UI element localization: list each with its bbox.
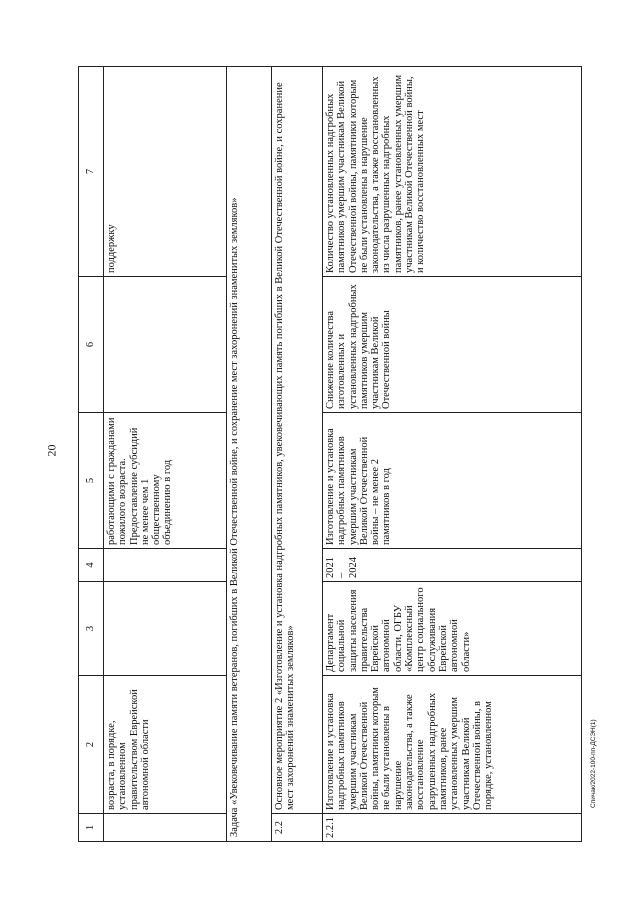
row-2-2-1-consequences: Снижение количества изготовленных и установленных надгробных памятников умершим участникам Великой Отечественной войны [323,277,582,413]
row-2-2-number: 2.2 [272,814,323,842]
page-number: 20 [44,444,59,457]
program-measures-table [78,66,582,842]
header-col-5: 5 [79,413,104,549]
cell-executor [104,582,227,676]
cell-period [104,549,227,582]
cell-expected-result: работающими с гражданами пожилого возраста. Предоставление субсидий не менее чем 1 общественному объединению в год [104,413,227,549]
table-row-2-2-1 [323,67,582,842]
row-2-2-text: Основное мероприятие 2 «Изготовление и установка надгробных памятников, увековечивающих память погибших в Великой Отечественной войне, и сохранение мест захоронений знаменитых земляков» [272,67,323,814]
table-row-continuation [104,67,227,842]
header-col-6: 6 [79,277,104,413]
cell-indicator: поддержку [104,67,227,277]
footer-document-code: Спичак/2022-100-пп-ДСЭН(1) [590,719,597,808]
task-text: Задача «Увековечивание памяти ветеранов, погибших в Великой Отечественной войне, и сохранение мест захоронений знаменитых земляков» [227,67,272,842]
table-header-row [79,67,104,842]
row-2-2-1-expected-result: Изготовление и установка надгробных памятников умершим участникам Великой Отечественной войны – не менее 2 памятников в год [323,413,582,549]
row-2-2-1-measure: Изготовление и установка надгробных памятников умершим участникам Великой Отечественной войны, памятники которым не были установлены в нарушение законодательства, а также восстановление разрушенных надгробных памятников, ранее установленных умершим участникам Великой Отечественной войны, в порядке, установленном [323,676,582,814]
table-row-2-2 [272,67,323,842]
header-col-7: 7 [79,67,104,277]
cell-consequences [104,277,227,413]
row-2-2-1-indicator: Количество установленных надгробных памятников умершим участникам Великой Отечественной войны, памятники которым не были установлены в нарушение законодательства, а также восстановленных из числа разрушенных надгробных памятников, ранее установленных умершим участникам Великой Отечественной войны, и количество восстановленных мест [323,67,582,277]
task-row [227,67,272,842]
header-col-4: 4 [79,549,104,582]
header-col-2: 2 [79,676,104,814]
cell-number [104,814,227,842]
cell-measure-name: возраста, в порядке, установленном правительством Еврейской автономной области [104,676,227,814]
row-2-2-1-number: 2.2.1 [323,814,582,842]
row-2-2-1-executor: Департамент социальной защиты населения правительства Еврейской автономной области, ОГБУ «Комплексный центр социального обслуживания Еврейской автономной области» [323,582,582,676]
rotated-table-container [78,67,590,842]
header-col-3: 3 [79,582,104,676]
header-col-1: 1 [79,814,104,842]
row-2-2-1-period: 2021 – 2024 [323,549,582,582]
